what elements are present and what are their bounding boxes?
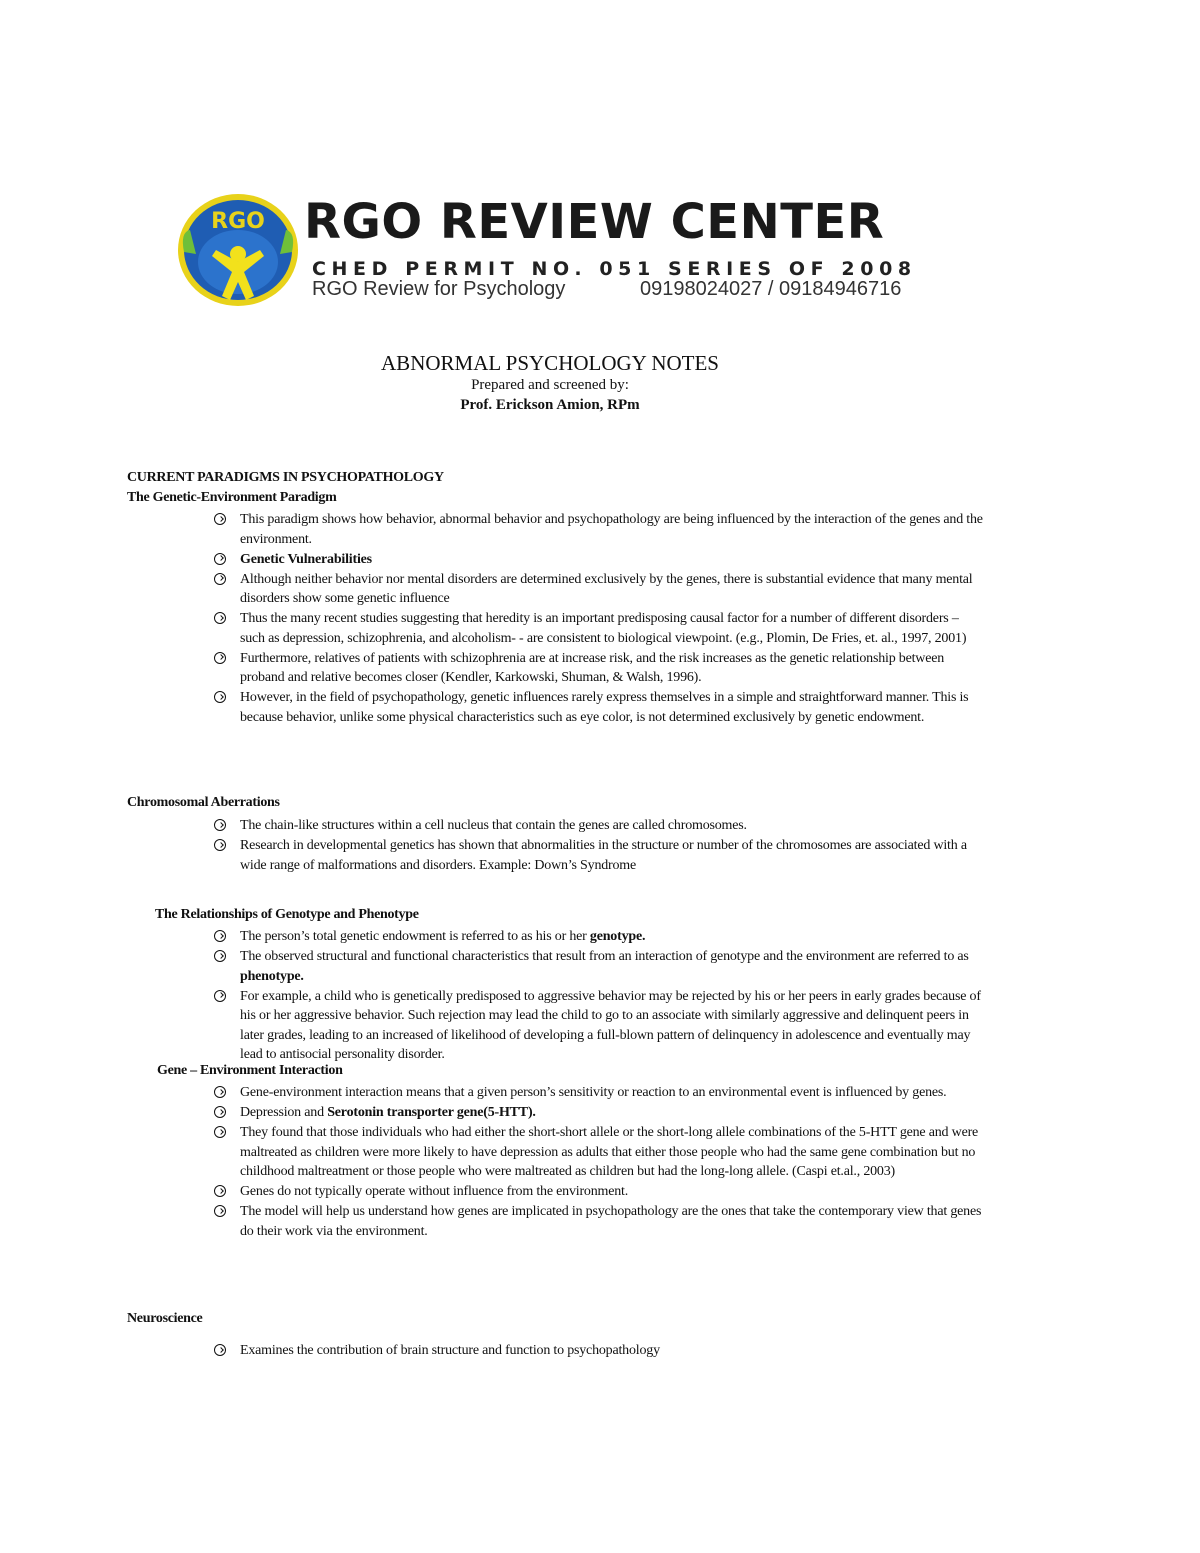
bullet-icon xyxy=(214,819,226,831)
bullet-icon xyxy=(214,652,226,664)
list-item: Examines the contribution of brain structure and function to psychopathology xyxy=(214,1341,984,1361)
author-name: Prof. Erickson Amion, RPm xyxy=(460,397,640,413)
list-item: The observed structural and functional characteristics that result from an interaction of genotype and the environment are referred to as phenotype. xyxy=(214,947,984,986)
list-item: Thus the many recent studies suggesting that heredity is an important predisposing causal factor for a number of different disorders – such as depression, schizophrenia, and alcoholism- - are consistent to biological viewpoint. (e.g., Plomin, De Fries, et. al., 1997, 2001) xyxy=(214,609,984,648)
bullet-icon xyxy=(214,1185,226,1197)
bullet-icon xyxy=(214,1205,226,1217)
center-name: RGO REVIEW CENTER xyxy=(304,194,885,250)
neuroscience-bullets xyxy=(214,1341,984,1361)
list-item: However, in the field of psychopathology, genetic influences rarely express themselves in a simple and straightforward manner. This is because behavior, unlike some physical characteristics such as eye color, is not determined exclusively by genetic endowment. xyxy=(214,688,984,727)
main-heading: CURRENT PARADIGMS IN PSYCHOPATHOLOGY xyxy=(127,470,444,485)
rgo-logo-icon xyxy=(176,192,301,310)
list-item: The person’s total genetic endowment is referred to as his or her genotype. xyxy=(214,927,984,947)
genetic-heading: The Genetic-Environment Paradigm xyxy=(127,490,337,505)
genetic-bullets xyxy=(214,510,984,728)
gxe-bullets xyxy=(214,1083,984,1242)
bullet-icon xyxy=(214,573,226,585)
list-item: For example, a child who is genetically predisposed to aggressive behavior may be rejected by his or her peers in early grades because of his or her aggressive behavior. Such rejection may lead the child to go to an associate with similarly aggressive and delinquent peers in later grades, leading to an increased of likelihood of developing a full-blown pattern of delinquency in adolescence and eventually may lead to antisocial personality disorder. xyxy=(214,987,984,1065)
list-item: This paradigm shows how behavior, abnormal behavior and psychopathology are being influenced by the interaction of the genes and the environment. xyxy=(214,510,984,549)
bullet-icon xyxy=(214,691,226,703)
header-logo xyxy=(176,192,926,317)
list-item: Although neither behavior nor mental disorders are determined exclusively by the genes, there is substantial evidence that many mental disorders show some genetic influence xyxy=(214,570,984,609)
program-name: RGO Review for Psychology xyxy=(312,278,566,300)
chromosomal-heading: Chromosomal Aberrations xyxy=(127,795,280,810)
list-item: Genetic Vulnerabilities xyxy=(214,550,984,570)
list-item: Research in developmental genetics has shown that abnormalities in the structure or number of the chromosomes are associated with a wide range of malformations and disorders. Example: Down’s Syndrome xyxy=(214,836,984,875)
list-item: Gene-environment interaction means that a given person’s sensitivity or reaction to an environmental event is influenced by genes. xyxy=(214,1083,984,1103)
bullet-icon xyxy=(214,1106,226,1118)
list-item: Furthermore, relatives of patients with schizophrenia are at increase risk, and the risk increases as the genetic relationship between proband and relative becomes closer (Kendler, Karkowski, Shuman, & Walsh, 1996). xyxy=(214,649,984,688)
svg-text:RGO: RGO xyxy=(211,209,265,234)
list-item: They found that those individuals who had either the short-short allele or the short-long allele combinations of the 5-HTT gene and were maltreated as children were more likely to have depression as adults that either those people who had the same gene combination but no childhood maltreatment or those people who were maltreated as children but had the long-long allele. (Caspi et.al., 2003) xyxy=(214,1123,984,1182)
permit-line: CHED PERMIT NO. 051 SERIES OF 2008 xyxy=(312,258,917,280)
prepared-by-label: Prepared and screened by: xyxy=(471,377,629,393)
bullet-icon xyxy=(214,1126,226,1138)
list-item: The chain-like structures within a cell nucleus that contain the genes are called chromosomes. xyxy=(214,816,984,836)
genotype-heading: The Relationships of Genotype and Phenotype xyxy=(155,907,419,922)
bullet-icon xyxy=(214,612,226,624)
bullet-icon xyxy=(214,513,226,525)
gxe-heading: Gene – Environment Interaction xyxy=(157,1063,343,1078)
bullet-icon xyxy=(214,553,226,565)
neuroscience-heading: Neuroscience xyxy=(127,1311,203,1326)
genotype-bullets xyxy=(214,927,984,1065)
document-title: ABNORMAL PSYCHOLOGY NOTES xyxy=(381,351,719,375)
bullet-icon xyxy=(214,930,226,942)
bullet-icon xyxy=(214,839,226,851)
bullet-icon xyxy=(214,990,226,1002)
chromosomal-bullets xyxy=(214,816,984,876)
contact-phones: 09198024027 / 09184946716 xyxy=(640,278,902,300)
bullet-icon xyxy=(214,1086,226,1098)
bullet-icon xyxy=(214,950,226,962)
list-item: Depression and Serotonin transporter gene(5-HTT). xyxy=(214,1103,984,1123)
bullet-icon xyxy=(214,1344,226,1356)
list-item: The model will help us understand how genes are implicated in psychopathology are the ones that take the contemporary view that genes do their work via the environment. xyxy=(214,1202,984,1241)
list-item: Genes do not typically operate without influence from the environment. xyxy=(214,1182,984,1202)
